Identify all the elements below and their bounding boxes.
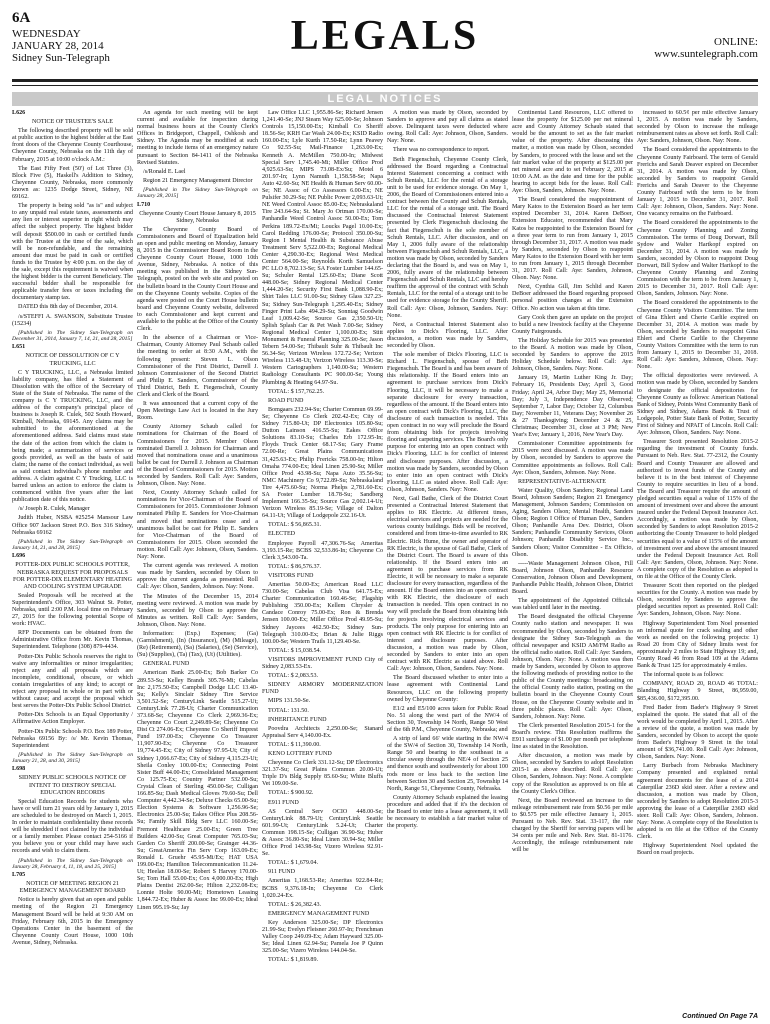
column-3: [262, 110, 383, 1010]
notice-paragraph: TOTAL: $ 15,038.54.: [268, 647, 322, 654]
notice-paragraph: 911 FUND: [268, 869, 296, 876]
notice-columns: [12, 110, 758, 1010]
notice-paragraph: TOTAL: $ 56,865.31.: [268, 522, 322, 529]
notice-paragraph: COMPANY, ROAD 20, ROAD 46 TOTAL: Blanding Highway 9 Street, 86,959.00, $85,436.00, $172,395.00.: [637, 681, 758, 702]
notice-paragraph: Commissioner Committee appointments for 2015 were next discussed. A motion was made by Olson, seconded by Sanders to approve the Committee appointments as follows. Roll Call: Aye: Olson, Sanders, Johnson. Nay: None.: [512, 441, 633, 476]
notice-paragraph: NOTICE OF DISSOLUTION OF C Y TRUCKING, LLC: [25, 353, 120, 367]
notice-paragraph: Water Quality, Olson Sanders; Regional Land Board, Johnson Sanders; Region 21 Emergency Management, Johnson Sanders; Commission on Aging, Sanders Olson; Mental Health, Sanders Olson; Region I Office of Human Dev., Sanders Olson; Panhandle Area Dev. District, Olson Sanders; Panhandle Community Services, Olson Johnson; Panhandle Disability Service Inc., Sanders Olson; Visitor Committee - Ex Officio, Olson.: [512, 487, 633, 558]
notice-paragraph: The Board designated the official Cheyenne County radio station and newspaper. It was recommended by Olson, seconded by Sanders to designate the Sidney Sun-Telegraph as the official newspaper and KSID AM/FM Radio as the official radio station. Roll Call: Aye: Sanders, Johnson, Olson. Nay: None. A motion was then made by Sanders, seconded by Olson to approve the following methods of providing notice to the public of the County meetings: broadcasting on the official County radio station, posting on the bulletin board in the Cheyenne County Court House, on the Cheyenne County website and in three public places. Roll Call: Aye: Olson, Sanders, Johnson. Nay: None.: [512, 614, 633, 720]
notice-paragraph: It was announced that a current copy of the Open Meetings Law Act is located in the Jury Room.: [137, 401, 258, 422]
notice-paragraph: County Attorney Schaub called for nominations for Chairman of the Board of Commissioners for 2015. Member Olson nominated Darrell J. Johnson for Chairman and moved that nominations cease and a unanimous ballot be cast for Darrell J. Johnson as Chairman of the Board of Commissioners for 2015. Motion seconded by Sanders. Roll Call: Aye: Sanders, Johnson, Olson. Nay: None.: [137, 424, 258, 488]
notice-paragraph: NOTICE OF MEETING REGION 21 EMERGENCY MANAGEMENT BOARD: [19, 881, 126, 895]
notice-paragraph: American Bank 25.00-Ex; Bob Barker Co 289.53-Su; Kelley Brands 305.76-Mi; Cabelas Inc 2,175.50-Ex; Campbell Dodge LLC 13.40-Su; Kelly's Sinclair Sidney Tire Service 3,501.52-Se; CenturyLink Seattle 515.27-Ut; CenturyLink 77.28-Ut; Charter Communication 373.68-Se; Cheyenne Co Clerk 2,969.36-Ex; Cheyenne Co Court 2,249.89-Se; Cheyenne Co Dist Ct 274.06-Ex; Cheyenne Co Sheriff Imprest Fund 197.00-Ex; Cheyenne Co Treasurer 11,907.90-Ex; Cheyenne Co Treasurer 19,774.45-Ex; City of Sidney 97.95-Ut; City of Sidney 1,066.67-Ex; City of Sidney 4,115.23-Ut; Sheila Conley 100.00-Ex; Connecting Point Sister Buff 44.00-Ex; Consolidated Management Co 125.75-Ex; Country Partner 532.00-Su; Crystal Clean of Sterling 450.00-Se; Culligan 166.85-Su; Dash Medical Gloves 79.60-Su; Dell Computer 4,442.34-Se; Deluxe Checks 65.00-Su; Election Systems & Software 1,256.96-Se; Electronics 25.00-Su; Eakes Office Plus 208.56-Su; Family Skill Bldg Serv LLC 160.00-Se; Fremont Healthcare 25.00-Ex; Green Tree Builders 42.00-Su; Great Computer 765.03-Su; Garden Co Sheriff 200.00-Se; Grainger 44.36-Su; GreatAmerica Fin Serv Corp 163.09-Ex; Ronald L Gruehr 45.95-Mi/Ex; HAT USA 199.00-Ex; Hamilton Telecommunication 11.24-Ut; Heelan 18.00-Se; Robert S Harvey 170.00-Se; Tom Hall 55.00-Ex; Cox 4,000.00-Ex; High Plains Dentist 262.00-Se; Hilton 2,232.08-Ex; Lonnie Holte 90.00-Mi; Hometown Leasing 1,844.72-Ex; Huber & Assoc Inc 99.00-Ex; Ideal Linen 995.19-Su; Jay: [137, 670, 258, 911]
notice-paragraph: Highway Superintendent Tom Noel presented an informal quote for crack sealing and other work as needed on the following projects: 1) Road 20 from City of Sidney limits west for approximately 2 miles to State Highway 19; and, County Road 46 from Road 109 at the Adams Bank & Trust 125 for approximately 4 miles.: [637, 620, 758, 670]
notice-paragraph: Cheyenne County Court House January 8, 2015 Sidney, Nebraska: [139, 210, 256, 224]
notice-paragraph: The East Fifty Feet (50') of Lot Three (3), Block Five (5), Haskell's Addition to Sidney, Cheyenne County, Nebraska, more commonly known as: 1235 Dodge Street, Sidney, NE 69162.: [12, 165, 133, 201]
notice-paragraph: SIDNEY PUBLIC SCHOOLS NOTICE OF INTENT TO DESTROY SPECIAL EDUCATION RECORDS: [18, 775, 127, 796]
publication-note: [Published in The Sidney Sun-Telegraph on January 14, 21, and 28, 2015]: [12, 538, 133, 552]
notice-paragraph: POTTER-DIX PUBLIC SCHOOLS POTTER, NEBRASKA REQUEST FOR PROPOSALS FOR POTTER-DIX ELEMENTARY HEATING AND COOLING SYSTEM UPGRADE: [13, 562, 132, 590]
notice-paragraph: Sealed Proposals will be received at the Superintendent's Office, 303 Walnut St. Potter, Nebraska, until 2:00 P.M. local time on February 27, 2015 for the following potential Scope of work: HVAC.: [12, 592, 133, 628]
notice-paragraph: Treasurer Scott then reported on the pledged securities for the County. A motion was made by Olson, seconded by Sanders to approve the pledged securities report as presented. Roll Call: Aye: Sanders, Johnson, Olson. Nay: None.: [637, 583, 758, 618]
notice-paragraph: VISITORS IMPROVEMENT FUND City of Sidney 2,083.53-Ex.: [262, 656, 383, 671]
notice-paragraph: Potter-Dix Public Schools reserves the right to waive any informalities or minor irregularities; reject any and all proposals which are incomplete, conditional, obscure, or which contain irregularities of any kind; to accept or reject any proposal in whole or in part with or without cause; and accept the proposal which best serves the Potter-Dix Public School District.: [12, 653, 133, 710]
notice-paragraph: Ameritas 50.00-Ex; American Road LLC 730.00-Se; Cabelas Club Visa 641.75-Ex; Charter Communication 160.46-Se; Flagship Publishing 350.00-Ex; Kellem Chrysler & Candace Conroy 75.00-Ex; Ron & Brenda Jensen 100.00-Ex; Miller Office Prod 49.95-Su; Sidney Jaycees 462.50-Ex; Sidney Sun-Telegraph 310.00-Ex; Brian & Julie Riggs 100.00-Se; Western Trails 11,129.40-Se.: [262, 582, 383, 645]
masthead: [12, 8, 758, 76]
column-2: [137, 110, 258, 1010]
notice-paragraph: increased to 60.5¢ per mile effective January 1, 2015. A motion was made by Sanders, seconded by Olson to increase the mileage reimbursement rates as above set forth. Roll Call: Aye: Sanders, Johnson, Olson. Nay: None.: [637, 110, 758, 145]
notice-paragraph: NOTICE OF TRUSTEE'S SALE: [31, 119, 114, 126]
column-5: [512, 110, 633, 1010]
notice-paragraph: TOTAL: $ 1,679.04.: [268, 860, 319, 867]
notice-paragraph: TOTAL: $ 26,382.43.: [268, 901, 322, 908]
notice-paragraph: The current agenda was reviewed. A motion was made by Sanders, seconded by Olson to approve the current agenda as presented. Roll Call: Aye: Olson, Sanders, Johnson. Nay: None.: [137, 563, 258, 591]
notice-paragraph: Judith Huber, NSBA #25254 Mansour Law Office 907 Jackson Street P.O. Box 316 Sidney, Nebraska 69162: [12, 515, 133, 536]
page-number: 6A: [12, 10, 31, 26]
notice-paragraph: The Holiday Schedule for 2015 was presented to the Board. A motion was made by Olson, seconded by Sanders to approve the 2015 Holiday Schedule below. Roll Call: Aye: Johnson, Olson, Sanders. Nay: None.: [512, 337, 633, 373]
notice-paragraph: There was no correspondence to report.: [393, 147, 490, 154]
notice-paragraph: The Clerk presented Resolution 2015-1 for the Board's review. This Resolution reaffirms the E911 surcharge of $1.00 per month per telephone line as stated in the Resolution.: [512, 722, 633, 751]
publication-note: [Published in The Sidney Sun-Telegraph on January 28, 2015]: [137, 186, 258, 200]
notice-paragraph: GENERAL FUND: [143, 661, 190, 668]
notice-paragraph: Continental Land Resources, LLC offered to lease the property for $125.00 per net mineral acre and County Attorney Schaub stated that would be the amount to set as the fair market value of the property. After discussing this matter, a motion was made by Olson, seconded by Sanders, to proceed with the lease and set the fair market value of the property at $125.00 per net mineral acre and to set February 2, 2015 at 10:00 A.M. as the date and time for the public hearing to accept bids for the lease. Roll Call: Aye: Olson, Sanders, Johnson. Nay: None.: [512, 110, 633, 195]
notice-paragraph: REPRESENTATIVE-ALTERNATE: [518, 478, 606, 485]
column-4: [387, 110, 508, 1010]
notice-paragraph: The Cheyenne County Board of Commissioners and Board of Equalization held an open and public meeting on Monday, January 8, 2015 in the Commissioner Board Room in the Cheyenne County Court House, 1000 10th Avenue, Sidney, Nebraska. A notice of this meeting was published in the Sidney Sun-Telegraph, posted on the web site and posted on the bulletin board in the County Court House and on the Cheyenne County website. Copies of the agenda were posted on the Court House bulletin board and Cheyenne County website, delivered to each Commissioner and kept current and available to the public at the Office of the County Clerk.: [137, 226, 258, 333]
notice-paragraph: Information: (Exp.) Expenses; (Ga) (Garnishment), (In) (Insurance), (M) (Mileage), (Re) (Retirement), (Sa) (Salaries), (Se) (Service), (Su) (Supplies), (Ta) (Tax), (Ut) (Utilities).: [137, 630, 258, 659]
notice-paragraph: TOTAL: $ 86,576.37.: [268, 563, 322, 570]
notice-paragraph: Next, Cynthia Gill, Jim Schlid and Karen DeBoer addressed the Board regarding proposed personal position changes at the Extension Office. No action was taken at this time.: [512, 284, 633, 312]
notice-paragraph: EMERGENCY MANAGEMENT FUND: [268, 910, 370, 917]
notice-paragraph: Highway Superintendent Noel updated the Board on road projects.: [637, 843, 758, 857]
notice-paragraph: Region 21 Emergency Management Director: [143, 177, 253, 184]
notice-paragraph: Treasurer Scott presented Resolution 2015-2 regarding the investment of County funds. Pursuant to Neb. Rev. Stat. 77-2312, the County Board and County Treasurer are allowed and authorized to invest funds of the County and believe it is in the best interest of Cheyenne County to require securities in lieu of a bond. The Board and Treasurer require the amount of pledged securities equal a value of 115% of the amount of investment over and above the amount insured under the Federal Deposit Insurance Act. Accordingly, a motion was made by Olson, seconded by Sanders to adopt Resolution 2015-2 authorizing the County Treasurer to hold pledged securities equal to a value of 115% of the amount of investment over and above the amount insured under the Federal Deposit Insurance Act. Roll Call: Aye: Sanders, Olson, Johnson. Nay: None. A complete copy of the Resolution as adopted is on file at the Office of the County Clerk.: [637, 439, 758, 580]
notice-paragraph: Next, a Contractual Interest Statement also applies to Dick's Flooring, LLC. After discussion, a motion was made by Sanders, seconded by Olson.: [387, 321, 508, 349]
header-rule-thick: [12, 79, 758, 82]
notice-id: L626: [12, 110, 26, 116]
paper-name: Sidney Sun-Telegraph: [12, 52, 110, 64]
section-title: LEGALS: [290, 13, 480, 59]
notice-paragraph: A strip of land 66' wide starting in the NW/4 of the SW/4 of Section 30, Township 14 North, Range 50 and bearing to the southeast in a circular sweep through the NE/4 of Section 25 and thence south and southwesterly for about 100 rods more or less back to the section line between Section 30 and Section 25, Township 14 North, Range 51, Cheyenne County, Nebraska.: [387, 736, 508, 792]
notice-paragraph: In the absence of a Chairman or Vice-Chairman, County Attorney Paul Schaub called the meeting to order at 8:30 A.M., with the following present: Steven L. Olson Commissioner of the First District, Darrell J. Johnson Commissioner of the Second District and Philip E. Sanders, Commissioner of the Third District, Beth E. Fiegenschuh, County Clerk and Clerk of the Board.: [137, 335, 258, 398]
notice-paragraph: Law Office LLC 1,955.86-Se; Richard Jensen 1,241.40-Se; JNJ Steam Way 625.00-Se; Johnson Controls 15,150.00-Ex; Kimball Co Sheriff 18.56-Se; KRH Car Wash 24.00-Ex; KSID Radio 160.00-Ex; Lyle Kurth 17.50-Re; Lynn Peavey Co 92.55-Su; Mail-Finance 1,263.00-Ex; Kenneth A. McMillen 750.00-In; Midwest Special Serv 1,745.40-Mi; Miller Office Prod 4,925.63-Su; MIPS 73.08-Ex/Su; Motel 6 201.97-In; Lynn Namuth 1,158.58-Se; Napa Auto 42.60-Su; NE Health & Human Serv 60.00-Se; NE Assoc of Co Assessors 6.00-Ex; NE Pulsifer 30.29-Su; NE Public Power 2,093.63-Ut; NE Weed Control Assoc 85.00-Ex; Nebraskaland Tire 243.64-Su; St. Mary Jo Ortman 170.00-Se; Panhandle Weed Control Assoc 50.00-Ex; Tom Perkins 189.72-Ex/Mi; Loucks Pagel 10.00-Ex; Carol Redding 176.00-Se; Protocol 350.00-Su; Region I Mental Health & Substance Abuse Treatment Serv 5,522.00-Ex; Regional Medical Center 4,290.30-Ex; Regional West Medical Center 564.00-Se; Reynolds Korth Samuelson PC LLO 8,702.13-Se; SA Foster Lumber 144.65-Su; Schuler Rental 125.60-Ex; Diane Scott 448.00-Se; Sidney Regional Medical Center 1,444.20-Se; Security First Bank 1,088.90-Ex; Shirt Tales LLC 91.00-Su; Sidney Glass 327.23-Su; Sidney Sun-Telegraph 1,295.40-Ex; Sidney Finger Print Labs 494.29-Su; Sonntag Goodwin Leaf 1,009.42-Se; Source Gas 2,350.50-Ut; Splish Splash Car & Pet Wash 7.00-Se; Sidney Regional Medical Center 1,100.00-Ex; Stitt Monument & Funeral Planning 325.00-Se; Jason Tebern 54.00-Se; Thibault Suhr & Thibault Inc 56.34-Se; Verizon Wireless 172.72-Se; Verizon Wireless 113.48-Ut; Verizon Wireless 113.30-Se; Western Cartographers 1,140.00-Su; Western Radiology Consultants PC 900.00-Se; Young Plumbing & Heating 64.97-Su.: [262, 110, 383, 386]
notice-paragraph: C Y TRUCKING, LLC, a Nebraska limited liability company, has filed a Statement of Dissolution with the office of the Secretary of State of the State of Nebraska. The name of the company is C Y TRUCKING, LLC, and the address of the company's principal place of business is Joseph R. Culek, 502 South Howard, Kimball, Nebraska, 69145. Any claims may be submitted to the aforementioned at the aforementioned address. Said claims must state the date of the action from which the claim is being made; a summarization of services or goods provided, as well as the basis of said claim; the name of the contact individual, as well as said contact individual's phone number and address. A claim against C Y Trucking, LLC is barred unless an action to enforce the claim is commenced within five years after the last publication date of this notice.: [12, 369, 133, 504]
notice-paragraph: An agenda for such meeting will be kept current and available for inspection during normal business hours at the County Clerk's Offices in Bridgeport, Chappell, Oshkosh and Sidney. The Agenda may be modified at such meeting to include items of an emergency nature pursuant to Section 84-1411 of the Nebraska Revised Statutes.: [137, 110, 258, 166]
notice-paragraph: The property is being sold "as is" and subject to any unpaid real estate taxes, assessments and any lien or interest superior in right which may affect the subject property. The highest bidder will deposit $500.00 in cash or certified funds with the Trustee at the time of the sale, which will be non-refundable, and the remaining amount due must be paid in cash or certified funds to the Trustee by 4:00 p.m. on the day of the sale, except this requirement is waived when the highest bidder is the current Beneficiary. The successful bidder shall be responsible for applicable transfer fees or taxes including the documentary stamp tax.: [12, 203, 133, 302]
issue-day: WEDNESDAY: [12, 28, 81, 40]
notice-paragraph: The Minutes of the December 15, 2014 meeting were reviewed. A motion was made by Sanders, seconded by Olson to approve the Minutes as written. Roll Call: Aye: Sanders, Johnson, Olson. Nay: None.: [137, 593, 258, 628]
notice-paragraph: Fred Bader from Bader's Highway 9 Street explained the quote. He stated that all of the work would be completed by April 1, 2015. After a review of the quote, a motion was made by Sanders, seconded by Olson to accept the quote from Bader's Highway 9 Street in the total amount of $36,741.00. Roll Call: Aye: Johnson, Olson, Sanders. Nay: None.: [637, 704, 758, 761]
notice-paragraph: /s/STEFFI A. SWANSON, Substitute Trustee (15234): [12, 313, 133, 327]
notice-id: L705: [12, 872, 26, 879]
notice-paragraph: SIDNEY ARMORY MODERNIZATION FUND: [262, 682, 383, 696]
notice-paragraph: Notice is hereby given that an open and public meeting of the Region 21 Emergency Management Board will be held at 9:30 AM on Friday, February 6th, 2015 in the Emergency Operations Center in the basement of the Cheyenne County Court House, 1000 10th Avenue, Sidney, Nebraska.: [12, 897, 133, 946]
notice-paragraph: /s/Ronald E. Lael: [143, 168, 186, 175]
publication-note: [Published in The Sidney Sun-Telegraph on January 28, February 4, 11, 18, and 25, 2015]: [12, 857, 133, 870]
notice-paragraph: VISITORS FUND: [268, 572, 314, 579]
notice-paragraph: Poovdra Architects 2,250.00-Se; Stanard Appraisal Serv 4,140.00-Ex.: [262, 725, 383, 739]
notice-paragraph: A motion was made by Olson, seconded by Sanders to approve and pay all claims as stated above. Delinquent taxes were deducted where owing. Roll Call: Aye: Johnson, Olson, Sanders. Nay: None.: [387, 110, 508, 145]
notice-paragraph: DATED this 8th day of December, 2014.: [18, 304, 118, 311]
notice-paragraph: Beth Fiegenschuh, Cheyenne County Clerk, addressed the Board regarding a Contractual Interest Statement concerning a contract with Schuh Rentals, LLC for the rental of a storage unit to be used for evidence storage. On May 1, 2006, the Board of Commissioners entered into a contract between the County and Schuh Rentals, LLC for the rental of a storage unit. The Board discussed the Contractual Interest Statement presented by Clerk Fiegenschuh disclosing the fact that Fiegenschuh is the sole member of Schuh Rentals, LLC. After discussion, and on May 1, 2006 fully aware of the relationship between Fiegenschuh and Schuh Rentals, LLC, a motion was made by Olson, seconded by Sanders declaring that the Board is, and was on May 1, 2006, fully aware of the relationship between Fiegenschuh and Schuh Rentals, LLC and hereby reaffirm the approval of the contract with Schuh Rentals, LLC for the rental of a storage unit to be used for evidence storage for the County Sheriff. Roll Call: Aye: Olson, Johnson, Sanders. Nay: None.: [387, 156, 508, 319]
notice-paragraph: Cheyenne Co Clerk 331.12-Su; DP Electronics 321.37-Su; Great Plains Commun 20.00-Ut; Triple D's Bldg Supply 85.60-Su; White Bluffs Vet 109.00-Se.: [262, 760, 383, 788]
column-6: [637, 110, 758, 1010]
notice-paragraph: TOTAL: $ 157,762.25.: [268, 388, 325, 395]
notice-paragraph: E911 FUND: [268, 799, 299, 806]
notice-paragraph: County Attorney Schaub explained the leasing procedure and added that if it's the decision of the Board to enter into a lease agreement, it will be necessary to establish a fair market value of the property.: [387, 794, 508, 830]
notice-paragraph: Potter-Dix Schools is an Equal Opportunity / Affirmative Action Employer.: [12, 712, 133, 726]
notice-paragraph: AS Central Serv OCIO 448.00-Se; CenturyLink 88.79-Ut; CenturyLink Seattle 601.99-Ut; CenturyLink 5.24-Ut; Charter Commun 198.15-Se; Culligan 36.90-Su; Huber & Assoc 36.80-Su; Ideal Linen 30.94-Su; Miller Office Prod 143.98-Su; Vizero Wireless 92.91-Se.: [262, 808, 383, 858]
header-rule-thin: [12, 85, 758, 86]
website-link[interactable]: www.suntelegraph.com: [654, 48, 758, 60]
notice-paragraph: TOTAL: 131.50.: [268, 707, 309, 714]
notice-paragraph: The Board considered the appointments to the Cheyenne County Planning and Zoning Commission. The terms of Doug Dorwart, Bill Sydow and Walter Hartkopf expired on December 31, 2014. A motion was made by Sanders, seconded by Olson to reappoint Doug Dorwart, Bill Sydow and Walter Hartkopf to the Cheyenne County Planning and Zoning Commission with the term to be from January 1, 2015 to December 31, 2017. Roll Call: Aye: Olson, Sanders, Johnson. Nay: None.: [637, 220, 758, 298]
online-label: ONLINE:: [714, 36, 758, 48]
notice-paragraph: Next, Gail Bathe, Clerk of the District Court presented a Contractual Interest Statement that applies to RK Electric. At different times, electrical services and projects are needed for the various county buildings. Bids will be received, considered and from time-to-time awarded to RK Electric. Rick Hume, the owner and operator of RK Electric, is the spouse of Gail Bathe, Clerk of the District Court. The Board is aware of this relationship. If the Board enters into an agreement to purchase services from RK Electric, it will be necessary to make a separate disclosure for every transaction, regardless of the amount. If the Board enters into an open contract with RK Electric, the disclosure of each transaction is needed. This open contract in no way will preclude the Board from obtaining bids for projects involving electrical services and products. The only purpose for entering into an open contract with RK Electric is for conflict of interest and disclosure purposes. After discussion, a motion was made by Olson, seconded by Sanders to enter into an open contract with RK Electric as stated above. Roll Call: Aye: Johnson, Olson, Sanders. Nay: None.: [387, 495, 508, 673]
notice-paragraph: The Board considered the appointments to the Cheyenne County Visitors Committee. The term of Gina Ehlert and Cherie Carlile expired on December 31, 2014. A motion was made by Olson, seconded by Sanders to reappoint Gina Ehlert and Cherie Carlile to the Cheyenne County Visitors Committee with the term to run from January 1, 2015 to December 31, 2018. Roll Call: Aye: Sanders, Johnson, Olson. Nay: None.: [637, 300, 758, 371]
notice-paragraph: Next, the Board reviewed an increase to the mileage reimbursement rate from $0.56 per mile to $0.575 per mile effective January 1, 2015. Pursuant to Neb. Rev. Stat. 33-117, the rate charged by the Sheriff for serving papers will be 34 cents per mile and Neb. Rev. Stat. 81-1176. Accordingly, the mileage reimbursement rate will be: [512, 797, 633, 854]
notice-paragraph: Key Anderson 325.00-Se; DP Electronics 21.99-Su; Evelyn Fleisner 260.97-In; Frenchman Valley Coop 249.09-Ex; Adam Hayward 325.00-Se; Ideal Linen 62.94-Su; Pamela Joe P Quinn 325.00-Se; Vizero Wireless 144.04-Se.: [262, 919, 383, 955]
online-info: [654, 36, 758, 60]
notice-paragraph: Bomgaars 232.94-Su; Charter Commun 69.99-Se; Cheyenne Co Clerk 202.42-Ex; City of Sidney 715.80-Ut; DP Electronics 105.80-Su; Dutton Lainson 416.55-Su; Eakes Office Solutions 83.10-Su; Charles Erb 172.95-In; Floyds Truck Center 68.17-Su; Gary Frame 72.00-Re; Great Plains Communications 31,425.63-Ex; Philip Frericks 758.00-In; Hilton Omaha 774.00-Ex; Ideal Linen 25.90-Su; Miller Office Prod 43.98-Su; Napa Auto 35.56-Su; NMC Machinery Co 9,722.89-Su; Nebraskaland Tire 4,475.60-Su; Norma Phelps 2,781.60-Ex; SA Foster Lumber 18.78-Su; Sandberg Implement 166.35-Su; Source Gas 2,002.14-Ut; Verizon Wireless 85.19-Se; Village of Dalton 64.11-Ut; Village of Lodgepole 232.16-Ut.: [262, 406, 383, 520]
notice-paragraph: KENO LOTTERY FUND: [268, 750, 332, 757]
notice-paragraph: Larry Burbach from Nebraska Machinery Company presented and explained rental agreement documents for the lease of a 2014 Caterpillar 236D skid steer. After a review and discussion, a motion was made by Olson, seconded by Sanders to adopt Resolution 2015-3 approving the lease of a Caterpillar 236D skid steer. Roll Call: Aye: Olson, Sanders, Johnson. Nay: None. A complete copy of the Resolution is adopted is on file at the Office of the County Clerk.: [637, 763, 758, 841]
notice-paragraph: /s/ Joseph R. Culek, Manager: [18, 506, 90, 513]
notice-paragraph: Special Education Records for students who have or will turn 21 years old by January 1, 2015 are scheduled to be destroyed on March 1, 2015. In order to maintain confidentiality these records will be shredded if not claimed by the individual or a family member. Please contact 254-5166 if you believe you or your child may have such records and wish to claim them.: [12, 798, 133, 855]
notice-id: L696: [12, 553, 26, 560]
notice-paragraph: Next, County Attorney Schaub called for nominations for Vice-Chairman of the Board of Commissioners for 2015. Commissioner Johnson nominated Philip E. Sanders for Vice-Chairman and moved that nominations cease and a unanimous ballot be cast for Philip E. Sanders for Vice-Chairman of the Board of Commissioners for 2015. Olson seconded the motion. Roll Call: Aye: Johnson, Olson, Sanders. Nay: None.: [137, 490, 258, 561]
notice-paragraph: -----Waste Management Johnson Olson, Fill Board, Johnson Olson, Panhandle Resource Conservation, Johnson Olson and Development, Panhandle Public Health, Johnson Olson, District Board.: [512, 560, 633, 596]
notice-paragraph: The sole member of Dick's Flooring, LLC is Richard L. Fiegenschuh, spouse of Beth Fiegenschuh. The Board is and has been aware of this relationship. If the Board enters into an agreement to purchase services from Dick's Flooring, LLC, it will be necessary to make a separate disclosure for every transaction, regardless of the amount. If the Board enters into an open contract with Dick's Flooring, LLC, the disclosure of each transaction is needed. This open contract in no way will preclude the Board from obtaining bids for projects involving flooring and carpeting services. The Board's only purpose for entering into an open contract with Dick's Flooring, LLC is for conflict of interest and disclosure purposes. After discussion, a motion was made by Sanders, seconded by Olson to enter into an open contract with Dick's Flooring, LLC as stated above. Roll Call: Aye: Olson, Johnson, Sanders. Nay: None.: [387, 352, 508, 493]
notice-paragraph: January 19, Martin Luther King Jr. Day; February 16, Presidents Day; April 3, Good Friday; April 24, Arbor Day; May 25, Memorial Day; July 3, Independence Day Observed; September 7, Labor Day; October 12, Columbus Day; November 11, Veterans Day; November 26 & 27 Thanksgiving; December 24 & 25, Christmas; December 31, close at 3 PM; New Year's Eve; January 1, 2016, New Year's Day.: [512, 375, 633, 439]
column-1: [12, 110, 133, 1010]
notice-paragraph: TOTAL: $ 1,819.89.: [268, 957, 319, 964]
continued-notice: Continued On Page 7A: [682, 1013, 758, 1020]
notice-paragraph: Potter-Dix Public Schools P.O. Box 189 Potter, Nebraska 69156 By: /s/ Mr. Kevin Thomas, Superintendent: [12, 728, 133, 749]
notice-paragraph: INHERITANCE FUND: [268, 716, 327, 723]
notice-paragraph: After discussion, a motion was made by Olson, seconded by Sanders to adopt Resolution 2015-1 as above described. Roll Call: Aye: Olson, Sanders, Johnson. Nay: None. A complete copy of the Resolution as approved is on file at the County Clerk's Office.: [512, 753, 633, 795]
notice-paragraph: The official depositories were reviewed. A motion was made by Olson, seconded by Sanders to designate the official depositories for Cheyenne County as follows: American National Bank of Sidney, Points West Community Bank of Sidney and Sidney, Adams Bank & Trust of Lodgepole, Potter State Bank of Potter, Security First of Sidney and NPAIT of Lincoln. Roll Call: Aye: Johnson, Olson, Sanders. Nay: None.: [637, 373, 758, 437]
notice-paragraph: Gary Cook then gave an update on the project to build a new livestock facility at the Cheyenne County Fairgrounds.: [512, 314, 633, 335]
notice-paragraph: The informal quote is as follows:: [643, 672, 724, 679]
notice-paragraph: The Board considered the appointments to the Cheyenne County Fairboard. The term of Gerald Frerichs and Sarah Deaver expired on December 31, 2014. A motion was made by Olson, seconded by Sanders to reappoint Gerald Frerichs and Sarah Deaver to the Cheyenne County Fairboard with the term to be from January 1, 2015 to December 31, 2017. Roll Call: Aye: Johnson, Olson, Sanders. Nay: None. One vacancy remains on the Fairboard.: [637, 147, 758, 218]
publication-note: [Published in The Sidney Sun-Telegraph on January 21, 28, and 30, 2015]: [12, 751, 133, 765]
notice-paragraph: ELECTED: [268, 531, 296, 538]
notice-paragraph: MIPS 131.50-Se.: [268, 698, 311, 705]
notice-paragraph: The Board considered the reappointment of Mary Katos to the Extension Board as her term expired December 31, 2014. Karen DeBoer, Extension Educator, recommended that Mary Katos be reappointed to the Extension Board for a three year term to run from January 1, 2015 through December 31, 2017. A motion was made by Sanders, seconded by Olson to reappoint Mary Katos to the Extension Board with her term to run from January 1, 2015 through December 31, 2017. Roll Call: Aye: Sanders, Johnson, Olson. Nay: None.: [512, 197, 633, 282]
notice-paragraph: RFP Documents can be obtained from the Administrative Office from Mr. Kevin Thomas, Superintendent. Telephone (308) 879-4434.: [12, 630, 133, 651]
notice-id: L710: [137, 201, 151, 208]
publication-note: [Published in The Sidney Sun-Telegraph on December 31, 2014, January 7, 14, 21, and 28, 2015]: [12, 329, 133, 343]
legal-notices-banner: LEGAL NOTICES: [12, 92, 758, 106]
notice-paragraph: Employee Payroll 47,306.76-Sa; Ameritas 3,193.15-Re; BCBS 32,533.86-In; Cheyenne Co Clerk 3,543.00-Ta.: [262, 540, 383, 561]
notice-paragraph: Ameritas 1,168.53-Re; Ameritas 922.84-Re; BCBS 9,376.18-In; Cheyenne Co Clerk 1,020.24-Ex.: [262, 878, 383, 899]
notice-paragraph: TOTAL: $ 11,390.00.: [268, 741, 321, 748]
notice-paragraph: The following described property will be sold at public auction to the highest bidder at the East front doors of the Cheyenne County Courthouse, Cheyenne County, Nebraska on the 11th day of February, 2015 at 10:00 o'clock A.M.:: [12, 128, 133, 163]
notice-paragraph: The Board discussed whether to enter into a lease agreement with Continental Land Resources, LLC on the following property owned by Cheyenne County:: [387, 675, 508, 703]
notice-paragraph: The appointment of the Appointed Officials was tabled until later in the meeting.: [512, 598, 633, 612]
issue-date: JANUARY 28, 2014: [12, 40, 104, 52]
notice-paragraph: ROAD FUND: [268, 397, 304, 404]
notice-paragraph: TOTAL: $ 2,083.53.: [268, 673, 319, 680]
notice-paragraph: TOTAL: $ 900.92.: [268, 790, 314, 797]
notice-id: L698: [12, 766, 26, 773]
notice-paragraph: E1/2 and E5/100 acres taken for Public Road No. 51 along the west part of the NW/4 of Section 30, Township 14 North, Range 50 West of the 6th P.M., Cheyenne County, Nebraska; and: [387, 705, 508, 733]
notice-id: L651: [12, 344, 26, 351]
